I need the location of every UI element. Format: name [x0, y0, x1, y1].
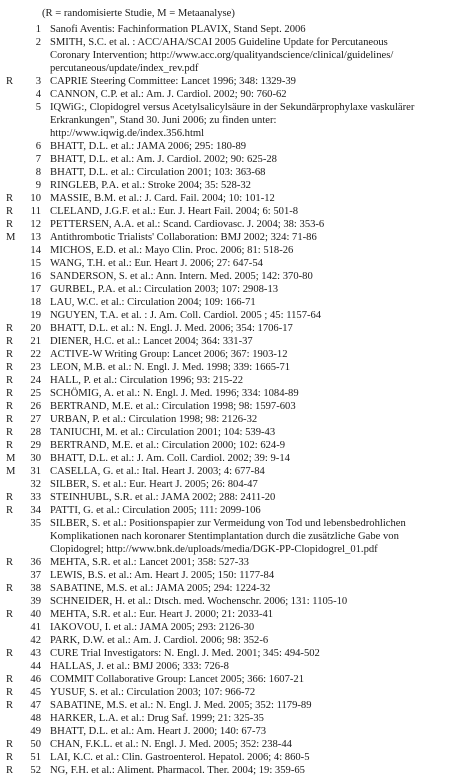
reference-list	[0, 23, 454, 777]
study-type-marker: R	[6, 700, 14, 711]
reference-text	[50, 569, 405, 582]
study-type-marker	[6, 244, 15, 257]
reference-text	[50, 647, 405, 660]
reference-text-line: Sanofi Aventis: Fachinformation PLAVIX, Stand Sept. 2006	[50, 24, 306, 35]
reference-number: 5	[35, 102, 41, 113]
reference-number: 7	[35, 154, 41, 165]
reference-item	[0, 361, 454, 374]
study-type-marker: R	[6, 440, 14, 451]
reference-text	[50, 660, 405, 673]
reference-item	[0, 218, 454, 231]
reference-item	[0, 23, 454, 36]
reference-item	[0, 88, 454, 101]
reference-text	[50, 452, 405, 465]
reference-text	[50, 725, 405, 738]
reference-text	[50, 75, 405, 88]
reference-text-line: CANNON, C.P. et al.: Am. J. Cardiol. 2002; 90: 760-62	[50, 89, 287, 100]
reference-text-line: Erkrankungen", Stand 30. Juni 2006; zu finden unter:	[50, 115, 277, 126]
reference-text	[50, 179, 405, 192]
study-type-marker: R	[6, 206, 14, 217]
reference-text-line: CASELLA, G. et al.: Ital. Heart J. 2003; 4: 677-84	[50, 466, 265, 477]
study-type-marker: M	[6, 453, 16, 464]
reference-item	[0, 322, 454, 335]
reference-text-line: NGUYEN, T.A. et al. : J. Am. Coll. Cardiol. 2005 ; 45: 1157-64	[50, 310, 322, 321]
study-type-marker	[6, 153, 15, 166]
reference-number: 50	[30, 739, 41, 750]
reference-item	[0, 400, 454, 413]
reference-text	[50, 439, 405, 452]
reference-text	[50, 361, 405, 374]
reference-text	[50, 699, 405, 712]
reference-item	[0, 231, 454, 244]
reference-item	[0, 569, 454, 582]
study-type-marker: R	[6, 323, 14, 334]
reference-number: 27	[30, 414, 41, 425]
reference-number: 17	[30, 284, 41, 295]
reference-item	[0, 738, 454, 751]
reference-text	[50, 309, 405, 322]
reference-text	[50, 36, 405, 75]
reference-item	[0, 504, 454, 517]
study-type-marker	[6, 101, 15, 140]
reference-text-line: SCHNEIDER, H. et al.: Dtsch. med. Wochenschr. 2006; 131: 1105-10	[50, 596, 348, 607]
reference-number: 25	[30, 388, 41, 399]
reference-item	[0, 686, 454, 699]
reference-item	[0, 439, 454, 452]
reference-text-line: SILBER, S. et al.: Positionspapier zur Vermeidung von Tod und lebensbedrohlichen	[50, 518, 406, 529]
reference-item	[0, 296, 454, 309]
reference-number: 9	[35, 180, 41, 191]
reference-text-line: CURE Trial Investigators: N. Engl. J. Med. 2001; 345: 494-502	[50, 648, 320, 659]
reference-item	[0, 257, 454, 270]
reference-number: 35	[30, 518, 41, 529]
reference-item	[0, 270, 454, 283]
reference-number: 1	[35, 24, 41, 35]
study-type-marker	[6, 257, 15, 270]
legend-note: (R = randomisierte Studie, M = Metaanalyse)	[42, 8, 235, 19]
reference-text-line: Komplikationen nach koronarer Stentimplantation durch die zusätzliche Gabe von	[50, 531, 399, 542]
reference-text-line: HALL, P. et al.: Circulation 1996; 93: 215-22	[50, 375, 244, 386]
reference-number: 42	[30, 635, 41, 646]
study-type-marker	[6, 725, 15, 738]
reference-number: 10	[30, 193, 41, 204]
reference-text-line: LEON, M.B. et al.: N. Engl. J. Med. 1998; 339: 1665-71	[50, 362, 291, 373]
reference-number: 46	[30, 674, 41, 685]
reference-text-line: BHATT, D.L. et al.: J. Am. Coll. Cardiol. 2002; 39: 9-14	[50, 453, 290, 464]
reference-item	[0, 608, 454, 621]
reference-text	[50, 374, 405, 387]
study-type-marker	[6, 595, 15, 608]
study-type-marker: R	[6, 739, 14, 750]
study-type-marker	[6, 283, 15, 296]
reference-text-line: TANIUCHI, M. et al.: Circulation 2001; 104: 539-43	[50, 427, 276, 438]
reference-text	[50, 621, 405, 634]
study-type-marker	[6, 36, 15, 75]
reference-number: 6	[35, 141, 41, 152]
reference-number: 29	[30, 440, 41, 451]
reference-item	[0, 725, 454, 738]
reference-item	[0, 712, 454, 725]
study-type-marker	[6, 140, 15, 153]
reference-item	[0, 348, 454, 361]
reference-item	[0, 153, 454, 166]
reference-text-line: http://www.iqwig.de/index.356.html	[50, 128, 205, 139]
reference-number: 15	[30, 258, 41, 269]
reference-number: 4	[35, 89, 41, 100]
reference-text	[50, 387, 405, 400]
reference-text-line: NG, F.H. et al.: Aliment. Pharmacol. Ther. 2004; 19: 359-65	[50, 765, 305, 776]
reference-text-line: SANDERSON, S. et al.: Ann. Intern. Med. 2005; 142: 370-80	[50, 271, 313, 282]
reference-text	[50, 426, 405, 439]
reference-text	[50, 608, 405, 621]
study-type-marker	[6, 166, 15, 179]
reference-item	[0, 36, 454, 75]
reference-text-line: BHATT, D.L. et al.: Am. J. Cardiol. 2002; 90: 625-28	[50, 154, 277, 165]
reference-text	[50, 140, 405, 153]
study-type-marker	[6, 517, 15, 556]
study-type-marker	[6, 478, 15, 491]
reference-number: 21	[30, 336, 41, 347]
reference-text-line: IAKOVOU, I. et al.: JAMA 2005; 293: 2126-30	[50, 622, 255, 633]
reference-text	[50, 166, 405, 179]
reference-text	[50, 582, 405, 595]
study-type-marker	[6, 621, 15, 634]
reference-text-line: LEWIS, B.S. et al.: Am. Heart J. 2005; 150: 1177-84	[50, 570, 275, 581]
reference-item	[0, 244, 454, 257]
reference-item	[0, 335, 454, 348]
reference-number: 49	[30, 726, 41, 737]
reference-text-line: DIENER, H.C. et al.: Lancet 2004; 364: 331-37	[50, 336, 253, 347]
reference-text	[50, 231, 405, 244]
reference-text-line: CAPRIE Steering Committee: Lancet 1996; 348: 1329-39	[50, 76, 296, 87]
reference-text-line: Coronary Intervention; http://www.acc.org/qualityandscience/clinical/guidelines/	[50, 50, 394, 61]
reference-text-line: SABATINE, M.S. et al.: N. Engl. J. Med. 2005; 352: 1179-89	[50, 700, 312, 711]
reference-item	[0, 101, 454, 140]
reference-item	[0, 140, 454, 153]
reference-text	[50, 413, 405, 426]
reference-text-line: WANG, T.H. et al.: Eur. Heart J. 2006; 27: 647-54	[50, 258, 263, 269]
reference-text-line: COMMIT Collaborative Group: Lancet 2005; 366: 1607-21	[50, 674, 305, 685]
study-type-marker: R	[6, 648, 14, 659]
study-type-marker: R	[6, 336, 14, 347]
reference-text	[50, 88, 405, 101]
reference-text	[50, 595, 405, 608]
reference-text	[50, 673, 405, 686]
study-type-marker: R	[6, 492, 14, 503]
reference-number: 16	[30, 271, 41, 282]
reference-number: 3	[35, 76, 41, 87]
reference-text	[50, 764, 405, 777]
reference-item	[0, 491, 454, 504]
study-type-marker: R	[6, 401, 14, 412]
study-type-marker: R	[6, 362, 14, 373]
reference-text	[50, 465, 405, 478]
reference-text-line: MASSIE, B.M. et al.: J. Card. Fail. 2004; 10: 101-12	[50, 193, 275, 204]
reference-text-line: SCHÖMIG, A. et al.: N. Engl. J. Med. 1996; 334: 1084-89	[50, 388, 299, 399]
reference-text	[50, 192, 405, 205]
reference-text-line: BERTRAND, M.E. et al.: Circulation 1998; 98: 1597-603	[50, 401, 296, 412]
reference-number: 36	[30, 557, 41, 568]
reference-text-line: PARK, D.W. et al.: Am. J. Cardiol. 2006; 98: 352-6	[50, 635, 269, 646]
reference-text-line: CLELAND, J.G.F. et al.: Eur. J. Heart Fail. 2004; 6: 501-8	[50, 206, 299, 217]
reference-number: 24	[30, 375, 41, 386]
reference-text-line: HALLAS, J. et al.: BMJ 2006; 333: 726-8	[50, 661, 229, 672]
reference-number: 18	[30, 297, 41, 308]
reference-text	[50, 153, 405, 166]
reference-number: 12	[30, 219, 41, 230]
reference-number: 45	[30, 687, 41, 698]
reference-item	[0, 75, 454, 88]
reference-item	[0, 283, 454, 296]
reference-number: 13	[30, 232, 41, 243]
reference-number: 30	[30, 453, 41, 464]
reference-text-line: Antithrombotic Trialists' Collaboration: BMJ 2002; 324: 71-86	[50, 232, 317, 243]
reference-text	[50, 491, 405, 504]
study-type-marker	[6, 23, 15, 36]
reference-number: 38	[30, 583, 41, 594]
reference-item	[0, 465, 454, 478]
study-type-marker: M	[6, 232, 16, 243]
reference-text-line: PATTI, G. et al.: Circulation 2005; 111: 2099-106	[50, 505, 261, 516]
study-type-marker: R	[6, 752, 14, 763]
reference-text	[50, 283, 405, 296]
reference-text-line: URBAN, P. et al.: Circulation 1998; 98: 2126-32	[50, 414, 258, 425]
reference-item	[0, 192, 454, 205]
study-type-marker: R	[6, 349, 14, 360]
reference-text-line: BHATT, D.L. et al.: N. Engl. J. Med. 2006; 354: 1706-17	[50, 323, 293, 334]
study-type-marker: R	[6, 193, 14, 204]
study-type-marker	[6, 296, 15, 309]
study-type-marker: R	[6, 765, 14, 776]
study-type-marker: R	[6, 219, 14, 230]
reference-item	[0, 556, 454, 569]
reference-item	[0, 673, 454, 686]
study-type-marker: R	[6, 583, 14, 594]
reference-text	[50, 335, 405, 348]
study-type-marker: R	[6, 414, 14, 425]
reference-item	[0, 166, 454, 179]
study-type-marker	[6, 634, 15, 647]
reference-number: 28	[30, 427, 41, 438]
reference-number: 2	[35, 37, 41, 48]
reference-text-line: BHATT, D.L. et al.: Am. Heart J. 2000; 140: 67-73	[50, 726, 267, 737]
reference-text-line: MEHTA, S.R. et al.: Lancet 2001; 358: 527-33	[50, 557, 249, 568]
reference-text-line: SILBER, S. et al.: Eur. Heart J. 2005; 26: 804-47	[50, 479, 258, 490]
reference-number: 32	[30, 479, 41, 490]
reference-number: 22	[30, 349, 41, 360]
reference-number: 43	[30, 648, 41, 659]
reference-item	[0, 413, 454, 426]
reference-number: 34	[30, 505, 41, 516]
reference-item	[0, 634, 454, 647]
reference-text-line: MEHTA, S.R. et al.: Eur. Heart J. 2000; 21: 2033-41	[50, 609, 274, 620]
reference-text	[50, 634, 405, 647]
study-type-marker	[6, 309, 15, 322]
reference-text	[50, 101, 415, 140]
reference-text-line: LAI, K.C. et al.: Clin. Gastroenterol. Hepatol. 2006; 4: 860-5	[50, 752, 310, 763]
reference-text	[50, 556, 405, 569]
study-type-marker: R	[6, 388, 14, 399]
reference-number: 20	[30, 323, 41, 334]
reference-text	[50, 257, 405, 270]
reference-text	[50, 478, 405, 491]
reference-item	[0, 205, 454, 218]
reference-item	[0, 660, 454, 673]
reference-number: 37	[30, 570, 41, 581]
reference-text-line: percutaneous/update/index_rev.pdf	[50, 63, 199, 74]
reference-number: 14	[30, 245, 41, 256]
reference-number: 48	[30, 713, 41, 724]
reference-item	[0, 764, 454, 777]
reference-item	[0, 517, 454, 556]
study-type-marker	[6, 569, 15, 582]
reference-text	[50, 504, 405, 517]
reference-text-line: Clopidogrel; http://www.bnk.de/uploads/media/DGK-PP-Clopidogrel_01.pdf	[50, 544, 378, 555]
reference-item	[0, 452, 454, 465]
reference-text	[50, 738, 405, 751]
reference-text	[50, 322, 405, 335]
reference-number: 8	[35, 167, 41, 178]
reference-item	[0, 426, 454, 439]
study-type-marker	[6, 179, 15, 192]
reference-text-line: GURBEL, P.A. et al.: Circulation 2003; 107: 2908-13	[50, 284, 279, 295]
reference-number: 40	[30, 609, 41, 620]
reference-text	[50, 686, 405, 699]
study-type-marker: R	[6, 687, 14, 698]
reference-text-line: BHATT, D.L. et al.: Circulation 2001; 103: 363-68	[50, 167, 266, 178]
reference-text	[50, 517, 405, 556]
reference-text	[50, 205, 405, 218]
reference-number: 31	[30, 466, 41, 477]
reference-text-line: CHAN, F.K.L. et al.: N. Engl. J. Med. 2005; 352: 238-44	[50, 739, 292, 750]
reference-item	[0, 374, 454, 387]
reference-text	[50, 244, 405, 257]
reference-item	[0, 309, 454, 322]
reference-text	[50, 712, 405, 725]
study-type-marker: R	[6, 505, 14, 516]
reference-text-line: MICHOS, E.D. et al.: Mayo Clin. Proc. 2006; 81: 518-26	[50, 245, 294, 256]
reference-item	[0, 647, 454, 660]
reference-number: 47	[30, 700, 41, 711]
study-type-marker: R	[6, 76, 14, 87]
reference-number: 11	[30, 206, 41, 217]
reference-number: 39	[30, 596, 41, 607]
reference-item	[0, 179, 454, 192]
reference-item	[0, 478, 454, 491]
study-type-marker: M	[6, 466, 16, 477]
reference-text	[50, 296, 405, 309]
reference-number: 19	[30, 310, 41, 321]
reference-text-line: HARKER, L.A. et al.: Drug Saf. 1999; 21: 325-35	[50, 713, 264, 724]
reference-item	[0, 595, 454, 608]
study-type-marker: R	[6, 557, 14, 568]
reference-text-line: ACTIVE-W Writing Group: Lancet 2006; 367: 1903-12	[50, 349, 288, 360]
reference-item	[0, 387, 454, 400]
reference-text	[50, 23, 405, 36]
reference-number: 23	[30, 362, 41, 373]
reference-text-line: STEINHUBL, S.R. et al.: JAMA 2002; 288: 2411-20	[50, 492, 276, 503]
reference-number: 26	[30, 401, 41, 412]
reference-text-line: PETTERSEN, A.A. et al.: Scand. Cardiovasc. J. 2004; 38: 353-6	[50, 219, 325, 230]
reference-text-line: BHATT, D.L. et al.: JAMA 2006; 295: 180-89	[50, 141, 247, 152]
reference-text-line: YUSUF, S. et al.: Circulation 2003; 107: 966-72	[50, 687, 256, 698]
reference-text-line: LAU, W.C. et al.: Circulation 2004; 109: 166-71	[50, 297, 256, 308]
reference-text	[50, 400, 405, 413]
reference-number: 33	[30, 492, 41, 503]
reference-number: 51	[30, 752, 41, 763]
reference-item	[0, 582, 454, 595]
reference-number: 44	[30, 661, 41, 672]
reference-number: 41	[30, 622, 41, 633]
study-type-marker	[6, 712, 15, 725]
reference-item	[0, 621, 454, 634]
reference-number: 52	[30, 765, 41, 776]
study-type-marker	[6, 660, 15, 673]
reference-text-line: RINGLEB, P.A. et al.: Stroke 2004; 35: 528-32	[50, 180, 251, 191]
reference-text	[50, 348, 405, 361]
study-type-marker: R	[6, 375, 14, 386]
study-type-marker: R	[6, 427, 14, 438]
study-type-marker	[6, 270, 15, 283]
reference-text-line: BERTRAND, M.E. et al.: Circulation 2000; 102: 624-9	[50, 440, 286, 451]
reference-item	[0, 699, 454, 712]
reference-text	[50, 218, 405, 231]
study-type-marker: R	[6, 674, 14, 685]
reference-text-line: SABATINE, M.S. et al.: JAMA 2005; 294: 1224-32	[50, 583, 271, 594]
reference-text-line: IQWiG:, Clopidogrel versus Acetylsalicylsäure in der Sekundärprophylaxe vaskulärer	[50, 102, 415, 113]
reference-text-line: SMITH, S.C. et al. : ACC/AHA/SCAI 2005 Guideline Update for Percutaneous	[50, 37, 388, 48]
reference-text	[50, 270, 405, 283]
study-type-marker: R	[6, 609, 14, 620]
study-type-marker	[6, 88, 15, 101]
